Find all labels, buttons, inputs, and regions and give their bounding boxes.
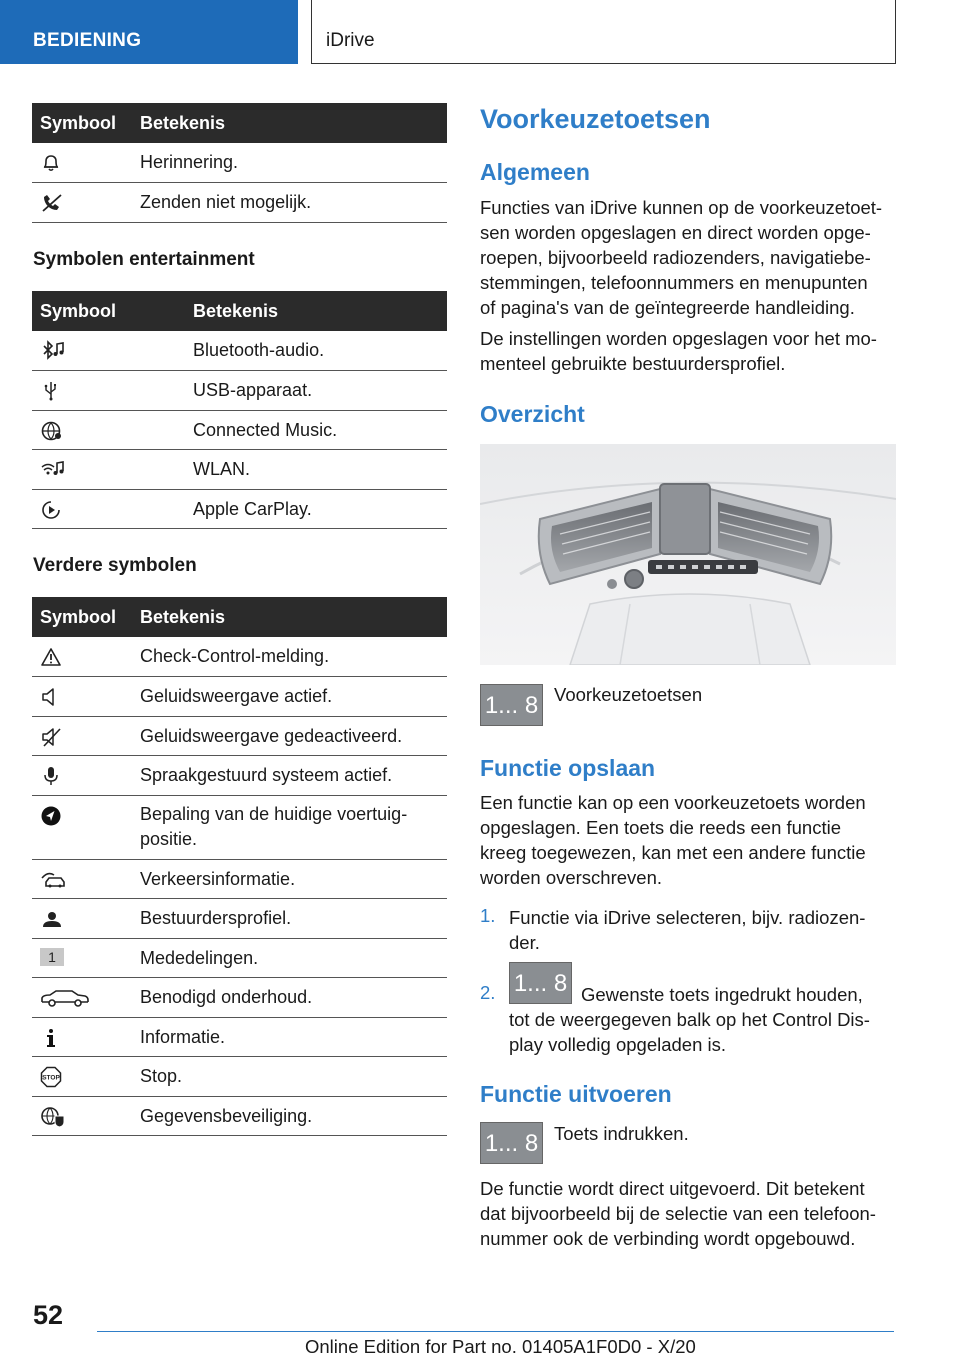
dashboard-photo	[480, 444, 896, 665]
preset-badge-label: 1... 8	[509, 962, 572, 1004]
table-row	[32, 183, 447, 223]
text-line: Functie via iDrive selecteren, bijv. radiozen-	[509, 907, 866, 928]
speaker-icon	[40, 686, 62, 708]
table-row	[32, 1017, 447, 1057]
text-line: De functie wordt direct uitgevoerd. Dit betekent	[480, 1178, 865, 1199]
preset-badge-label: 1... 8	[480, 1122, 543, 1164]
stop-icon-label: STOP	[42, 1074, 60, 1082]
table-row	[32, 637, 447, 677]
car-service-icon	[40, 987, 90, 1009]
driver-profile-icon	[40, 908, 64, 930]
step-text-line: Gewenste toets ingedrukt houden,	[581, 984, 863, 1005]
table-header	[32, 597, 447, 637]
step-text	[509, 905, 899, 955]
paragraph-algemeen-1	[480, 195, 898, 320]
phone-crossed-icon	[40, 192, 64, 214]
table-row	[32, 331, 447, 371]
text-line: tot de weergegeven balk op het Control Dis-	[509, 1009, 870, 1030]
text-line: sen worden opgeslagen en direct worden opge-	[480, 222, 871, 243]
column-header-meaning: Betekenis	[185, 291, 447, 331]
text-line: of pagina's van de geïntegreerde handleiding.	[480, 297, 855, 318]
table-header	[32, 291, 447, 331]
heading-overzicht: Overzicht	[480, 401, 585, 427]
row-text: Check-Control-melding.	[132, 637, 447, 677]
usb-icon	[40, 380, 62, 402]
microphone-icon	[40, 765, 62, 787]
footer-divider	[97, 1331, 894, 1332]
row-text: Bluetooth-audio.	[185, 331, 447, 371]
table-row	[32, 899, 447, 939]
table-row	[32, 450, 447, 490]
text-line: opgeslagen. Een toets die reeds een functie	[480, 817, 842, 838]
info-icon	[40, 1027, 62, 1049]
row-text: Bestuurdersprofiel.	[132, 899, 447, 939]
notification-badge-icon	[40, 948, 64, 966]
column-header-symbol: Symbool	[32, 291, 185, 331]
table-row	[32, 1057, 447, 1097]
text-line: worden overschreven.	[480, 867, 663, 888]
heading-entertainment: Symbolen entertainment	[33, 249, 255, 270]
chapter-title: iDrive	[311, 0, 896, 64]
column-header-meaning: Betekenis	[132, 103, 447, 143]
text-line: kreeg toegewezen, kan met een andere functie	[480, 842, 866, 863]
table-row	[32, 143, 447, 183]
bell-icon	[40, 152, 62, 174]
step-number: 1.	[480, 905, 496, 926]
row-text	[132, 795, 447, 859]
connected-music-icon	[40, 420, 64, 442]
paragraph-algemeen-2	[480, 326, 898, 376]
text-line: der.	[509, 932, 540, 953]
column-header-symbol: Symbool	[32, 597, 132, 637]
heading-other-symbols: Verdere symbolen	[33, 555, 197, 576]
table-row	[32, 371, 447, 411]
table-row	[32, 859, 447, 899]
text-line: menteel gebruikte bestuurdersprofiel.	[480, 353, 786, 374]
table-row	[32, 410, 447, 450]
row-text: Benodigd onderhoud.	[132, 978, 447, 1018]
warning-triangle-icon	[40, 646, 62, 668]
page-title: Voorkeuzetoetsen	[480, 104, 711, 134]
row-text: Herinnering.	[132, 143, 447, 183]
section-tab: BEDIENING	[0, 0, 298, 64]
row-text: Verkeersinformatie.	[132, 859, 447, 899]
row-text: USB-apparaat.	[185, 371, 447, 411]
row-text: Mededelingen.	[132, 938, 447, 978]
row-text: Apple CarPlay.	[185, 489, 447, 529]
table-row	[32, 978, 447, 1018]
row-text: Geluidsweergave actief.	[132, 677, 447, 717]
row-text-line-1: Bepaling van de huidige voertuig-	[140, 803, 408, 824]
bluetooth-audio-icon	[40, 340, 66, 362]
preset-keys-badge	[480, 684, 543, 726]
text-line: Functies van iDrive kunnen op de voorkeuzetoet-	[480, 197, 883, 218]
dashboard-illustration	[480, 444, 896, 665]
entertainment-table	[32, 291, 447, 529]
heading-algemeen: Algemeen	[480, 159, 590, 185]
table-header	[32, 103, 447, 143]
row-text: Gegevensbeveiliging.	[132, 1096, 447, 1136]
heading-functie-uitvoeren: Functie uitvoeren	[480, 1081, 672, 1107]
text-line: De instellingen worden opgeslagen voor het mo-	[480, 328, 877, 349]
row-text: Stop.	[132, 1057, 447, 1097]
preset-badge-label: 1... 8	[480, 684, 543, 726]
table-row	[32, 756, 447, 796]
paragraph-uitvoeren	[480, 1176, 898, 1251]
stop-icon	[40, 1066, 62, 1088]
footer-edition: Online Edition for Part no. 01405A1F0D0 - X/20	[305, 1336, 696, 1357]
step-text	[509, 1007, 899, 1057]
notification-count: 1	[48, 948, 56, 965]
column-header-meaning: Betekenis	[132, 597, 447, 637]
row-text: Informatie.	[132, 1017, 447, 1057]
row-text: Connected Music.	[185, 410, 447, 450]
text-line: roepen, bijvoorbeeld radiozenders, navigatiebe-	[480, 247, 871, 268]
heading-functie-opslaan: Functie opslaan	[480, 755, 656, 781]
figure-caption: Voorkeuzetoetsen	[554, 684, 703, 705]
text-line: dat bijvoorbeeld bij de selectie van een telefoon-	[480, 1203, 876, 1224]
step-number: 2.	[480, 982, 496, 1003]
table-row	[32, 938, 447, 978]
row-text: Zenden niet mogelijk.	[132, 183, 447, 223]
row-text: WLAN.	[185, 450, 447, 490]
table-row	[32, 1096, 447, 1136]
text-line: Een functie kan op een voorkeuzetoets worden	[480, 792, 866, 813]
preset-keys-badge	[509, 962, 572, 1004]
traffic-info-icon	[40, 869, 66, 891]
row-text: Geluidsweergave gedeactiveerd.	[132, 716, 447, 756]
other-symbols-table	[32, 597, 447, 1136]
speaker-muted-icon	[40, 726, 64, 748]
page-number: 52	[33, 1300, 64, 1330]
data-privacy-icon	[40, 1106, 66, 1128]
table-row	[32, 795, 447, 859]
symbols-table-top	[32, 103, 447, 223]
text-line: play volledig opgeladen is.	[509, 1034, 727, 1055]
carplay-icon	[40, 499, 62, 521]
column-header-symbol: Symbool	[32, 103, 132, 143]
row-text-line-2: positie.	[140, 828, 198, 849]
table-row	[32, 677, 447, 717]
text-line: nummer ook de verbinding wordt opgebouwd.	[480, 1228, 856, 1249]
paragraph-opslaan	[480, 790, 898, 890]
text-line: stemmingen, telefoonnummers en menupunten	[480, 272, 868, 293]
wlan-audio-icon	[40, 459, 66, 481]
navigation-position-icon	[40, 805, 62, 827]
execute-caption: Toets indrukken.	[554, 1123, 689, 1144]
row-text: Spraakgestuurd systeem actief.	[132, 756, 447, 796]
table-row	[32, 716, 447, 756]
table-row	[32, 489, 447, 529]
preset-keys-badge	[480, 1122, 543, 1164]
